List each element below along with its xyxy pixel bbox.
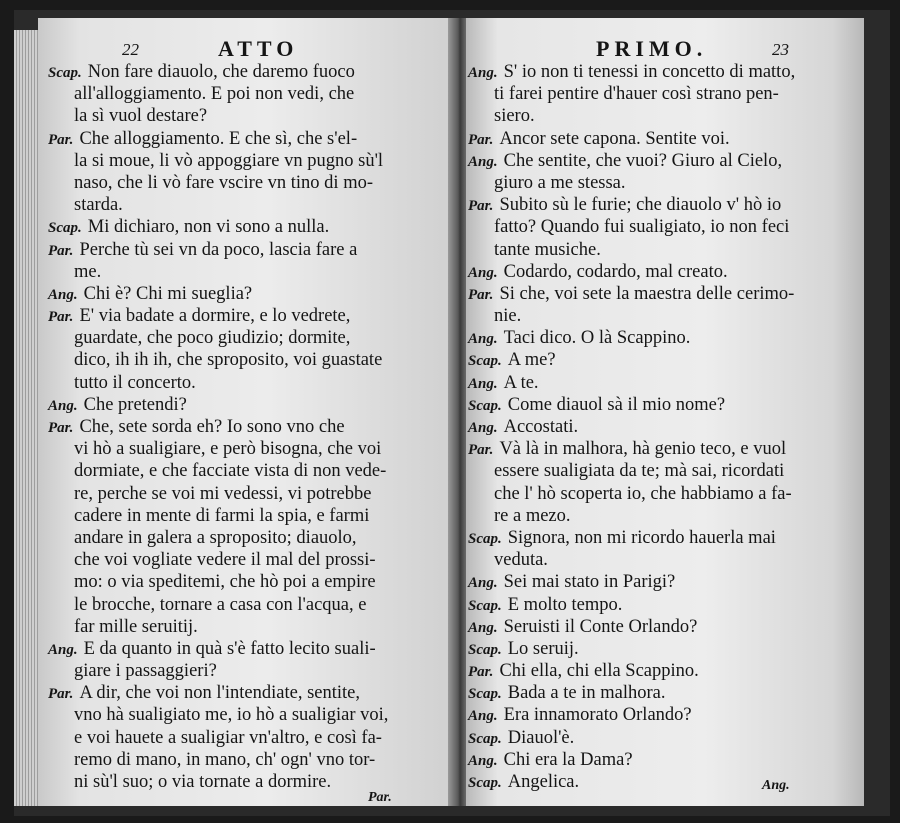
- speaker-label: Scap.: [468, 775, 502, 791]
- right-page-number: 23: [772, 40, 789, 59]
- line-text: Accostati.: [503, 417, 579, 437]
- line-text: che l' hò scoperta io, che habbiamo a fa-: [494, 483, 792, 504]
- line-text: che voi vogliate vedere il mal del prossi-: [74, 550, 376, 571]
- line-text: Era innamorato Orlando?: [503, 705, 692, 726]
- text-line: [48, 305, 388, 327]
- text-line: [48, 460, 388, 482]
- text-line: [468, 61, 795, 83]
- line-text: E molto tempo.: [507, 594, 623, 615]
- text-line: [48, 83, 388, 105]
- text-line: [48, 150, 388, 172]
- left-text-block: [48, 61, 388, 793]
- speaker-label: Ang.: [48, 397, 78, 414]
- speaker-label: Par.: [48, 309, 74, 326]
- line-text: giare i passaggieri?: [74, 661, 217, 682]
- line-text: Mi dichiaro, non vi sono a nulla.: [87, 217, 330, 238]
- right-running-header: PRIMO.: [596, 36, 708, 61]
- line-text: Và là in malhora, hà genio teco, e vuol: [499, 439, 787, 460]
- line-text: S' io non ti tenessi in concetto di matto,: [503, 62, 796, 82]
- line-text: andare in galera a sproposito; diauolo,: [74, 527, 357, 548]
- text-line: [468, 771, 795, 793]
- line-text: essere sualigiata da te; mà sai, ricordati: [494, 461, 785, 482]
- speaker-label: Scap.: [468, 597, 502, 614]
- line-text: Lo seruij.: [507, 638, 579, 659]
- text-line: [468, 150, 795, 172]
- page-edges: [14, 30, 40, 806]
- text-line: [468, 128, 795, 150]
- text-line: [468, 660, 795, 682]
- line-text: me.: [74, 261, 102, 282]
- text-line: [468, 616, 795, 638]
- speaker-label: Par.: [48, 420, 74, 436]
- text-line: [48, 505, 388, 527]
- line-text: la si moue, li vò appoggiare vn pugno sù'l: [74, 150, 384, 171]
- line-text: siero.: [494, 106, 535, 127]
- line-text: A me?: [507, 350, 556, 371]
- speaker-label: Par.: [468, 286, 494, 303]
- text-line: [48, 616, 388, 638]
- text-line: [468, 283, 795, 305]
- speaker-label: Scap.: [48, 220, 82, 237]
- line-text: Seruisti il Conte Orlando?: [503, 616, 698, 637]
- line-text: Non fare diauolo, che daremo fuoco: [87, 62, 355, 82]
- speaker-label: Par.: [468, 442, 494, 459]
- text-line: [468, 483, 795, 505]
- text-line: [468, 749, 795, 771]
- text-line: [468, 372, 795, 394]
- text-line: [48, 283, 388, 305]
- text-line: [48, 105, 388, 127]
- text-line: [468, 394, 795, 416]
- right-text-block: [468, 61, 795, 793]
- text-line: [48, 239, 388, 261]
- line-text: E da quanto in quà s'è fatto lecito suali-: [83, 638, 376, 659]
- line-text: Perche tù sei vn da poco, lascia fare a: [79, 239, 358, 260]
- line-text: Come diauol sà il mio nome?: [507, 394, 726, 415]
- right-catchword: Ang.: [762, 778, 790, 793]
- text-line: [48, 216, 388, 238]
- text-line: [48, 483, 388, 505]
- line-text: remo di mano, in mano, ch' ogn' vno tor-: [74, 749, 376, 770]
- text-line: [48, 571, 388, 593]
- line-text: veduta.: [494, 550, 548, 571]
- line-text: A dir, che voi non l'intendiate, sentite,: [79, 683, 360, 704]
- line-text: dormiate, e che facciate vista di non vede-: [74, 461, 387, 482]
- text-line: [468, 194, 795, 216]
- speaker-label: Scap.: [48, 65, 82, 81]
- line-text: naso, che li vò fare vscire vn tino di mo-: [74, 172, 373, 193]
- line-text: Chi è? Chi mi sueglia?: [83, 283, 253, 304]
- speaker-label: Par.: [468, 131, 494, 148]
- line-text: Si che, voi sete la maestra delle cerimo-: [499, 283, 795, 304]
- line-text: Codardo, codardo, mal creato.: [503, 261, 728, 282]
- line-text: tutto il concerto.: [74, 372, 196, 393]
- speaker-label: Scap.: [468, 641, 502, 658]
- text-line: [468, 571, 795, 593]
- text-line: [48, 416, 388, 438]
- line-text: tante musiche.: [494, 239, 601, 260]
- line-text: vno hà sualigiato me, io hò a sualigiar voi,: [74, 705, 389, 726]
- text-line: [468, 216, 795, 238]
- text-line: [48, 172, 388, 194]
- speaker-label: Ang.: [468, 752, 498, 769]
- text-line: [48, 594, 388, 616]
- line-text: ti farei pentire d'hauer così strano pen-: [494, 84, 779, 105]
- text-line: [48, 349, 388, 371]
- speaker-label: Ang.: [468, 264, 498, 281]
- left-page-number: 22: [122, 40, 139, 59]
- speaker-label: Scap.: [468, 353, 502, 370]
- text-line: [468, 349, 795, 371]
- text-line: [468, 416, 795, 438]
- line-text: Che sentite, che vuoi? Giuro al Cielo,: [503, 150, 783, 171]
- speaker-label: Par.: [468, 664, 494, 681]
- line-text: dico, ih ih ih, che sproposito, voi guastate: [74, 350, 383, 371]
- text-line: [468, 638, 795, 660]
- line-text: Chi era la Dama?: [503, 749, 633, 770]
- line-text: le brocche, tornare a casa con l'acqua, e: [74, 594, 367, 615]
- line-text: mo: o via speditemi, che hò poi a empire: [74, 572, 376, 593]
- speaker-label: Ang.: [468, 65, 498, 81]
- text-line: [48, 261, 388, 283]
- line-text: Che pretendi?: [83, 394, 187, 415]
- text-line: [48, 527, 388, 549]
- text-line: [468, 305, 795, 327]
- speaker-label: Ang.: [468, 420, 498, 436]
- text-line: [48, 549, 388, 571]
- text-line: [468, 549, 795, 571]
- speaker-label: Par.: [468, 198, 494, 215]
- text-line: [48, 194, 388, 216]
- left-page: [38, 18, 456, 806]
- line-text: vi hò a sualigiare, e però bisogna, che voi: [74, 439, 382, 460]
- text-line: [48, 704, 388, 726]
- left-catchword: Par.: [368, 790, 392, 805]
- text-line: [48, 438, 388, 460]
- speaker-label: Ang.: [468, 575, 498, 592]
- speaker-label: Scap.: [468, 530, 502, 547]
- line-text: guardate, che poco giudizio; dormite,: [74, 328, 351, 349]
- text-line: [48, 682, 388, 704]
- line-text: Angelica.: [507, 772, 580, 792]
- text-line: [48, 128, 388, 150]
- line-text: Che, sete sorda eh? Io sono vno che: [79, 417, 345, 437]
- line-text: Chi ella, chi ella Scappino.: [499, 661, 699, 682]
- line-text: Sei mai stato in Parigi?: [503, 572, 676, 593]
- right-page: [466, 18, 864, 806]
- text-line: [48, 638, 388, 660]
- text-line: [468, 172, 795, 194]
- text-line: [468, 527, 795, 549]
- text-line: [468, 261, 795, 283]
- line-text: Diauol'è.: [507, 727, 575, 748]
- text-line: [468, 594, 795, 616]
- speaker-label: Scap.: [468, 397, 502, 414]
- line-text: Signora, non mi ricordo hauerla mai: [507, 527, 776, 548]
- line-text: E' via badate a dormire, e lo vedrete,: [79, 306, 351, 327]
- speaker-label: Par.: [48, 242, 74, 259]
- text-line: [48, 660, 388, 682]
- speaker-label: Scap.: [468, 730, 502, 747]
- speaker-label: Ang.: [48, 286, 78, 303]
- speaker-label: Ang.: [48, 641, 78, 658]
- line-text: all'alloggiamento. E poi non vedi, che: [74, 84, 355, 105]
- line-text: re, perche se voi mi vedessi, vi potrebbe: [74, 483, 372, 504]
- speaker-label: Ang.: [468, 331, 498, 348]
- speaker-label: Ang.: [468, 153, 498, 170]
- line-text: re a mezo.: [494, 505, 571, 526]
- text-line: [468, 239, 795, 261]
- line-text: Taci dico. O là Scappino.: [503, 328, 691, 349]
- line-text: A te.: [503, 372, 539, 393]
- line-text: nie.: [494, 306, 522, 327]
- text-line: [468, 105, 795, 127]
- text-line: [468, 727, 795, 749]
- text-line: [468, 460, 795, 482]
- text-line: [468, 327, 795, 349]
- text-line: [48, 771, 388, 793]
- speaker-label: Scap.: [468, 686, 502, 703]
- line-text: giuro a me stessa.: [494, 172, 626, 193]
- speaker-label: Ang.: [468, 619, 498, 636]
- line-text: cadere in mente di farmi la spia, e farmi: [74, 505, 370, 526]
- line-text: Che alloggiamento. E che sì, che s'el-: [79, 128, 358, 149]
- text-line: [48, 61, 388, 83]
- line-text: Subito sù le furie; che diauolo v' hò io: [499, 195, 782, 216]
- line-text: far mille seruitij.: [74, 616, 198, 637]
- text-line: [48, 372, 388, 394]
- text-line: [48, 727, 388, 749]
- line-text: fatto? Quando fui sualigiato, io non feci: [494, 217, 790, 238]
- text-line: [468, 505, 795, 527]
- text-line: [48, 749, 388, 771]
- text-line: [468, 438, 795, 460]
- line-text: ni sù'l suo; o via tornate a dormire.: [74, 772, 332, 792]
- line-text: Bada a te in malhora.: [507, 683, 666, 704]
- left-running-header: ATTO: [218, 36, 299, 61]
- text-line: [468, 83, 795, 105]
- speaker-label: Par.: [48, 686, 74, 703]
- speaker-label: Par.: [48, 131, 74, 148]
- line-text: la sì vuol destare?: [74, 106, 208, 127]
- line-text: Ancor sete capona. Sentite voi.: [499, 128, 730, 149]
- speaker-label: Ang.: [468, 375, 498, 392]
- text-line: [48, 394, 388, 416]
- line-text: starda.: [74, 195, 123, 216]
- line-text: e voi hauete a sualigiar vn'altro, e così fa-: [74, 727, 382, 748]
- speaker-label: Ang.: [468, 708, 498, 725]
- text-line: [468, 682, 795, 704]
- text-line: [48, 327, 388, 349]
- text-line: [468, 704, 795, 726]
